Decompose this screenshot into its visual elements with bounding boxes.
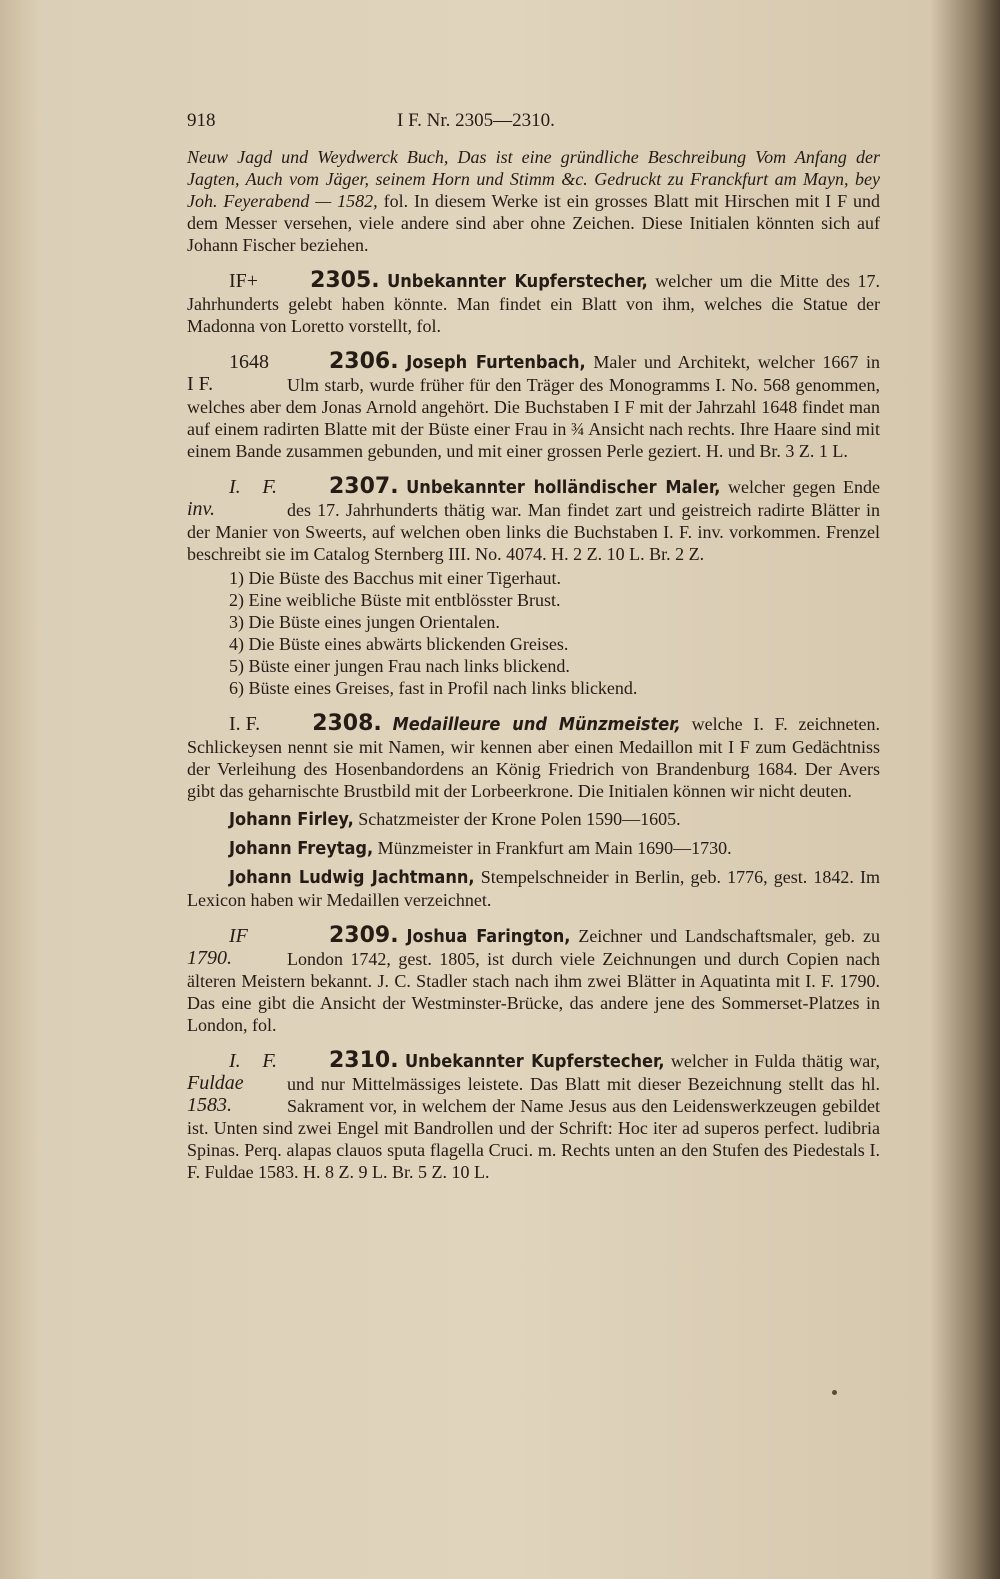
list-item: 4) Die Büste eines abwärts blickenden Greises. bbox=[229, 634, 569, 654]
list-item: 2) Eine weibliche Büste mit entblösster Brust. bbox=[229, 590, 561, 610]
text-block bbox=[187, 110, 880, 1183]
running-header bbox=[187, 110, 880, 132]
entry-paragraph bbox=[187, 713, 880, 802]
entry-paragraph bbox=[187, 1050, 880, 1183]
entry-paragraph bbox=[187, 476, 880, 565]
entry-text: Maler und Architekt, welcher 1667 in Ulm starb, wurde früher für den Träger des Monogramms I. No. 568 genommen, welches aber dem Jonas Arnold angehört. Die Buchstaben I F mit der Jahrzahl 1648 findet man auf einem radirten Blatte mit der Büste einer Frau in ¾ Ansicht nach rechts. Ihre Haare sind mit einem Bande zusammen gebunden, und mit einer grossen Perle geziert. H. und Br. 3 Z. 1 L. bbox=[187, 352, 880, 461]
sub-entry-name: Johann Ludwig Jachtmann, bbox=[229, 867, 475, 888]
entry-number: 2305. bbox=[310, 268, 380, 293]
sub-entry bbox=[187, 866, 880, 911]
list-item: 3) Die Büste eines jungen Orientalen. bbox=[229, 612, 500, 632]
entry-text: welcher in Fulda thätig war, und nur Mittelmässiges leistete. Das Blatt mit dieser Bezeichnung stellt das hl. Sakrament vor, in welchem der Name Jesus aus den Leidenswerkzeugen gebildet ist. Unten sind zwei Engel mit Bandrollen und der Schrift: Hoc iter ad superos perfect. ludibria Spinas. Perq. alapas clauos sputa flagella Cruci. m. Rechts unten an den Stufen des Piedestals I. F. Fuldae 1583. H. 8 Z. 9 L. Br. 5 Z. 10 L. bbox=[187, 1051, 881, 1182]
entry-heading: Unbekannter Kupferstecher, bbox=[387, 271, 648, 292]
intro-text: fol. In diesem Werke ist ein grosses Blatt mit Hirschen mit I F und dem Messer versehen, viele andere sind aber ohne Zeichen. Diese Initialen könnten sich auf Johann Fischer beziehen. bbox=[187, 191, 880, 255]
sub-entry-name: Johann Firley, bbox=[229, 809, 354, 830]
entry-2306 bbox=[187, 351, 880, 462]
entry-number: 2306. bbox=[329, 349, 399, 374]
entry-heading: Medailleure und Münzmeister, bbox=[392, 714, 681, 735]
sub-entry-text: Münzmeister in Frankfurt am Main 1690—1730. bbox=[373, 838, 732, 858]
monogram-mark: 1648 I F. bbox=[187, 351, 269, 395]
sub-entry bbox=[187, 808, 880, 831]
entry-heading: Joseph Furtenbach, bbox=[406, 352, 586, 373]
entry-text: welcher gegen Ende des 17. Jahrhunderts thätig war. Man findet zart und geistreich radirte Blätter in der Manier von Sweerts, auf welchen oben links die Buchstaben I. F. inv. vorkommen. Frenzel beschreibt sie im Catalog Sternberg III. No. 4074. H. 2 Z. 10 L. Br. 2 Z. bbox=[187, 477, 880, 564]
book-title: Neuw Jagd und Weydwerck Buch, Das ist eine gründliche Beschreibung Vom Anfang der Jagten, Auch vom Jäger, seinem Horn und Stimm &c. Gedruckt zu Franckfurt am Mayn, bey Joh. Feyerabend — 1582, bbox=[187, 147, 880, 211]
monogram-mark: I. F. Fuldae 1583. bbox=[187, 1050, 277, 1116]
list-item: 5) Büste einer jungen Frau nach links blickend. bbox=[229, 656, 570, 676]
entry-number: 2307. bbox=[329, 474, 399, 499]
entry-2307 bbox=[187, 476, 880, 699]
entry-text: Zeichner und Landschaftsmaler, geb. zu London 1742, gest. 1805, ist durch viele Zeichnungen und durch Copien nach älteren Meistern bekannt. J. C. Stadler stach nach ihm zwei Blätter in Aquatinta mit I. F. 1790. Das eine gibt die Ansicht der Westminster-Brücke, das andere jene des Sommerset-Platzes in London, fol. bbox=[187, 926, 881, 1035]
entry-2309 bbox=[187, 925, 880, 1036]
entry-paragraph bbox=[187, 351, 880, 462]
print-list bbox=[229, 567, 880, 699]
entry-number: 2309. bbox=[329, 923, 399, 948]
monogram-mark: IF+ bbox=[229, 270, 259, 292]
ink-speck bbox=[832, 1390, 837, 1395]
sub-entry-name: Johann Freytag, bbox=[229, 838, 374, 859]
entry-paragraph bbox=[187, 925, 880, 1036]
monogram-mark: IF 1790. bbox=[187, 925, 248, 969]
entry-heading: Unbekannter holländischer Maler, bbox=[406, 477, 721, 498]
entry-paragraph bbox=[187, 270, 880, 337]
sub-entry-text: Schatzmeister der Krone Polen 1590—1605. bbox=[353, 809, 681, 829]
entry-heading: Unbekannter Kupferstecher, bbox=[404, 1051, 665, 1072]
page-number: 918 bbox=[187, 110, 216, 131]
entry-text: welche I. F. zeichneten. Schlickeysen nennt sie mit Namen, wir kennen aber einen Medaillon mit I F zum Gedächtniss der Verleihung des Hosenbandordens an König Friedrich von Brandenburg 1684. Der Avers gibt das geharnischte Brustbild mit der Lorbeerkrone. Die Initialen können wir nicht deuten. bbox=[187, 714, 881, 801]
header-range: I F. Nr. 2305—2310. bbox=[397, 110, 555, 131]
entry-2305 bbox=[187, 270, 880, 337]
intro-paragraph bbox=[187, 146, 880, 256]
monogram-mark: I. F. bbox=[229, 713, 261, 735]
sub-entry-text: Stempelschneider in Berlin, geb. 1776, gest. 1842. Im Lexicon haben wir Medaillen verzeichnet. bbox=[187, 867, 880, 910]
entry-2308 bbox=[187, 713, 880, 911]
monogram-mark: I. F. inv. bbox=[187, 476, 277, 520]
list-item: 1) Die Büste des Bacchus mit einer Tigerhaut. bbox=[229, 568, 561, 588]
entry-number: 2310. bbox=[329, 1048, 399, 1073]
entry-2310 bbox=[187, 1050, 880, 1183]
entry-number: 2308. bbox=[312, 711, 382, 736]
sub-entry bbox=[187, 837, 880, 860]
list-item: 6) Büste eines Greises, fast in Profil nach links blickend. bbox=[229, 678, 638, 698]
entry-heading: Joshua Farington, bbox=[406, 926, 571, 947]
entry-text: welcher um die Mitte des 17. Jahrhunderts gelebt haben könnte. Man findet ein Blatt von ihm, welches die Statue der Madonna von Loretto vorstellt, fol. bbox=[187, 271, 880, 336]
